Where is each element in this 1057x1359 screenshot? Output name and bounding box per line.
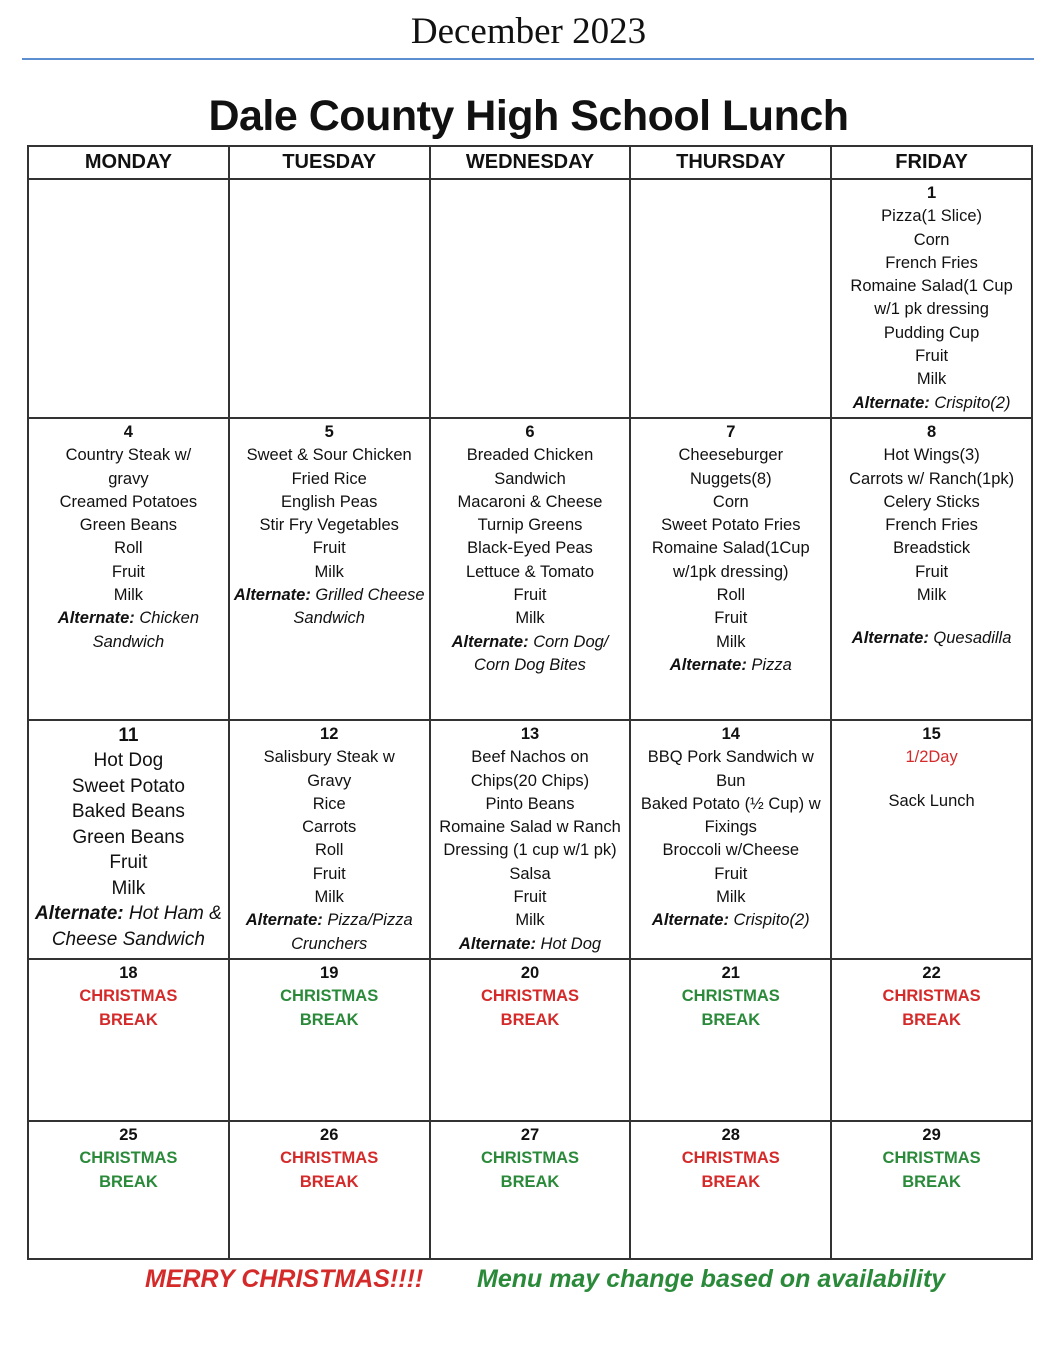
menu-item: Macaroni & Cheese (457, 492, 603, 511)
alternate-item (233, 584, 426, 631)
menu-item: Black-Eyed Peas (467, 539, 593, 558)
christmas-break-label: BREAK (99, 1172, 158, 1191)
christmas-break-label: BREAK (299, 1172, 359, 1191)
menu-item: Celery Sticks (883, 492, 980, 511)
menu-item: Sweet Potato Fries (661, 516, 801, 535)
alternate-label: Alternate: (851, 629, 929, 648)
christmas-break-label: CHRISTMAS (681, 987, 780, 1006)
alternate-label: Alternate: (852, 393, 930, 412)
day-cell (831, 720, 1032, 959)
day-number: 20 (520, 963, 540, 982)
half-day-note: 1/2Day (905, 748, 958, 767)
christmas-break-label: BREAK (99, 1010, 158, 1029)
day-number: 1 (927, 184, 937, 202)
alternate-text: Corn Dog/ Corn Dog Bites (474, 632, 609, 674)
menu-item: w/1pk dressing) (673, 562, 789, 581)
menu-item: Rice (312, 794, 346, 813)
weekday-header-tuesday: TUESDAY (229, 146, 430, 179)
day-number: 21 (721, 963, 740, 982)
menu-item: Fruit (111, 562, 145, 581)
christmas-break-label: CHRISTMAS (882, 987, 981, 1006)
week-row (28, 418, 1032, 720)
day-cell (28, 418, 229, 720)
day-number: 13 (520, 724, 540, 743)
alternate-text: Pizza/Pizza Crunchers (291, 911, 413, 953)
menu-item (835, 770, 1028, 790)
day-number: 4 (123, 422, 133, 441)
christmas-break-label: BREAK (701, 1172, 761, 1191)
menu-item: Fruit (513, 888, 547, 907)
menu-item: Milk (515, 911, 545, 930)
menu-item: Milk (515, 609, 545, 628)
alternate-item (835, 392, 1028, 415)
christmas-break-label: BREAK (299, 1010, 359, 1029)
page-title: Dale County High School Lunch (208, 92, 849, 140)
menu-item: Country Steak w/ (65, 446, 192, 465)
day-number: 22 (922, 963, 941, 982)
christmas-break-label: CHRISTMAS (280, 1149, 379, 1168)
day-cell (28, 179, 229, 418)
menu-item: French Fries (885, 253, 978, 272)
day-number: 15 (922, 724, 941, 743)
day-cell (28, 1121, 229, 1259)
christmas-break-label: BREAK (500, 1010, 560, 1029)
menu-item: BBQ Pork Sandwich w (647, 748, 814, 767)
menu-item: Sack Lunch (888, 791, 975, 810)
christmas-break-label: CHRISTMAS (882, 1149, 981, 1168)
day-cell (229, 959, 430, 1121)
menu-item: Fruit (513, 586, 547, 605)
menu-item: Fruit (915, 562, 949, 581)
menu-item: Milk (314, 888, 344, 907)
merry-christmas-note: MERRY CHRISTMAS!!!! (145, 1265, 424, 1293)
menu-item (835, 607, 1028, 627)
alternate-item (835, 627, 1028, 650)
day-number: 12 (320, 724, 339, 743)
menu-item: Cheeseburger (678, 446, 784, 465)
christmas-break-label: BREAK (500, 1172, 560, 1191)
week-row (28, 1121, 1032, 1259)
weekday-header-monday: MONDAY (28, 146, 229, 179)
week-row (28, 959, 1032, 1121)
menu-item: Corn (712, 492, 749, 511)
day-number: 14 (721, 724, 740, 743)
menu-item: Baked Potato (½ Cup) w (640, 794, 821, 813)
alternate-text: Crispito(2) (733, 911, 810, 930)
day-number: 7 (726, 422, 736, 441)
day-number: 18 (119, 963, 138, 982)
menu-item: Roll (314, 841, 344, 860)
day-number: 28 (721, 1125, 740, 1144)
menu-item: Salisbury Steak w (263, 748, 395, 767)
menu-item: Romaine Salad(1Cup (651, 539, 810, 558)
day-cell (630, 959, 831, 1121)
menu-item: Chips(20 Chips) (470, 771, 590, 790)
menu-item: Turnip Greens (477, 516, 583, 535)
month-heading: December 2023 (410, 11, 647, 52)
menu-item: Milk (716, 888, 746, 907)
christmas-break-label: BREAK (902, 1172, 961, 1191)
day-cell (430, 959, 631, 1121)
day-cell (430, 179, 631, 418)
christmas-break-label: CHRISTMAS (79, 1149, 178, 1168)
menu-item: Breaded Chicken (466, 446, 594, 465)
menu-item: Sweet & Sour Chicken (246, 446, 412, 465)
menu-item: Gravy (307, 771, 352, 790)
header-divider (22, 58, 1034, 60)
menu-item: Milk (916, 370, 947, 389)
christmas-break-label: CHRISTMAS (480, 1149, 580, 1168)
day-number: 26 (320, 1125, 339, 1144)
menu-item: Sweet Potato (71, 775, 185, 797)
lunch-calendar (27, 145, 1033, 1260)
alternate-item (32, 901, 225, 952)
menu-item: Roll (716, 586, 745, 605)
menu-item: Carrots w/ Ranch(1pk) (849, 469, 1015, 488)
menu-item: Corn (913, 230, 950, 249)
menu-item: Fruit (714, 864, 748, 883)
availability-note: Menu may change based on availability (477, 1265, 946, 1293)
menu-item: Pudding Cup (883, 323, 980, 342)
alternate-text: Quesadilla (933, 629, 1012, 648)
day-cell (28, 720, 229, 959)
day-cell (28, 959, 229, 1121)
menu-item: Sandwich (494, 469, 566, 488)
menu-item: Breadstick (893, 539, 971, 558)
alternate-text: Chicken Sandwich (92, 609, 200, 651)
day-number: 29 (922, 1125, 941, 1144)
day-cell (831, 418, 1032, 720)
menu-item: Broccoli w/Cheese (662, 841, 800, 860)
weekday-header-row (28, 146, 1032, 179)
menu-item: Hot Dog (93, 750, 164, 772)
day-number: 25 (119, 1125, 138, 1144)
menu-item: Pizza(1 Slice) (881, 207, 983, 226)
menu-item: Baked Beans (71, 801, 185, 823)
day-cell (630, 179, 831, 418)
alternate-label: Alternate: (458, 934, 536, 953)
menu-item: English Peas (281, 492, 378, 511)
day-cell (229, 1121, 430, 1259)
day-number: 6 (525, 422, 535, 441)
christmas-break-label: BREAK (701, 1010, 761, 1029)
alternate-label: Alternate: (233, 586, 311, 605)
menu-item: gravy (108, 469, 149, 488)
menu-item: Milk (113, 586, 144, 605)
menu-item: Nuggets(8) (689, 469, 772, 488)
menu-item: Milk (916, 586, 947, 605)
day-number: 27 (520, 1125, 540, 1144)
day-cell (229, 720, 430, 959)
menu-item: w/1 pk dressing (874, 300, 989, 319)
menu-item: Milk (716, 632, 746, 651)
menu-item: Fruit (714, 609, 748, 628)
day-number: 11 (118, 724, 139, 746)
menu-item: Fruit (312, 539, 346, 558)
menu-item: Lettuce & Tomato (465, 562, 595, 581)
day-cell (831, 179, 1032, 418)
day-number: 5 (324, 422, 334, 441)
day-number: 19 (320, 963, 339, 982)
menu-item: Pinto Beans (485, 794, 575, 813)
menu-item: Milk (314, 562, 344, 581)
day-cell (831, 1121, 1032, 1259)
day-cell (630, 418, 831, 720)
menu-item: Fruit (915, 347, 949, 366)
menu-item: Carrots (302, 818, 357, 837)
day-cell (430, 1121, 631, 1259)
menu-item: Fruit (312, 864, 346, 883)
alternate-item (634, 654, 827, 677)
alternate-item (434, 933, 627, 956)
day-cell (229, 418, 430, 720)
menu-item: Creamed Potatoes (59, 492, 198, 511)
menu-item: Green Beans (79, 516, 178, 535)
menu-item: French Fries (885, 516, 978, 535)
weekday-header-friday: FRIDAY (831, 146, 1032, 179)
christmas-break-label: CHRISTMAS (480, 987, 580, 1006)
day-cell (430, 418, 631, 720)
menu-item: Fried Rice (291, 469, 367, 488)
menu-item: Salsa (509, 864, 551, 883)
menu-item: Fixings (704, 818, 757, 837)
weekday-header-thursday: THURSDAY (630, 146, 831, 179)
day-cell (430, 720, 631, 959)
menu-item: Milk (111, 877, 146, 899)
alternate-text: Grilled Cheese Sandwich (293, 586, 425, 628)
menu-item: Romaine Salad w Ranch (439, 818, 621, 837)
day-cell (630, 720, 831, 959)
alternate-label: Alternate: (34, 903, 124, 925)
menu-item: Romaine Salad(1 Cup (850, 277, 1013, 296)
alternate-label: Alternate: (245, 911, 323, 930)
day-cell (630, 1121, 831, 1259)
menu-item: Hot Wings(3) (883, 446, 980, 465)
alternate-text: Crispito(2) (934, 393, 1011, 412)
menu-item: Roll (114, 539, 143, 558)
alternate-item (233, 909, 426, 956)
christmas-break-label: CHRISTMAS (280, 987, 379, 1006)
menu-item: Green Beans (72, 826, 185, 848)
day-number: 8 (927, 422, 937, 441)
menu-item: Beef Nachos on (471, 748, 589, 767)
alternate-item (32, 607, 225, 654)
menu-item: Fruit (109, 852, 148, 874)
alternate-text: Pizza (751, 655, 792, 674)
alternate-item (634, 909, 827, 932)
christmas-break-label: BREAK (902, 1010, 961, 1029)
menu-item: Stir Fry Vegetables (259, 516, 399, 535)
day-cell (229, 179, 430, 418)
menu-item: Bun (716, 771, 746, 790)
menu-item: Dressing (1 cup w/1 pk) (443, 841, 617, 860)
week-row (28, 179, 1032, 418)
alternate-text: Hot Dog (540, 934, 602, 953)
alternate-item (434, 631, 627, 678)
alternate-label: Alternate: (651, 911, 729, 930)
christmas-break-label: CHRISTMAS (79, 987, 178, 1006)
alternate-label: Alternate: (669, 655, 747, 674)
alternate-text: Hot Ham & Cheese Sandwich (51, 903, 222, 950)
alternate-label: Alternate: (57, 609, 135, 628)
week-row (28, 720, 1032, 959)
christmas-break-label: CHRISTMAS (681, 1149, 780, 1168)
day-cell (831, 959, 1032, 1121)
alternate-label: Alternate: (451, 632, 529, 651)
weekday-header-wednesday: WEDNESDAY (430, 146, 631, 179)
